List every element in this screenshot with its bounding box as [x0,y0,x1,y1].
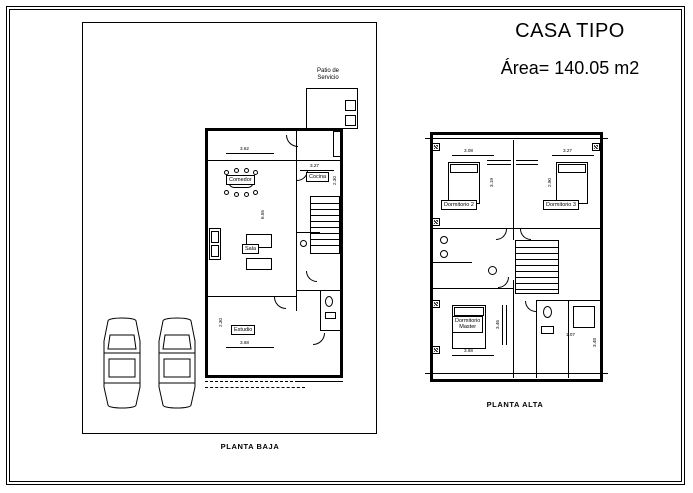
sink-ground [325,312,336,319]
bed-headboard [454,307,484,316]
dim-3-08: 3.08 [464,148,473,153]
upper-eave-line-bottom [425,373,608,374]
dim-3-27-dorm3: 3.27 [563,148,572,153]
sink-master-bath [541,326,554,334]
sofa-cushion [211,245,219,257]
dim-3-27: 3.27 [310,163,319,168]
toilet-master-bath [543,306,552,318]
dining-chair [244,192,249,197]
room-label-estudio: Estudio [231,325,255,335]
car-icon [155,315,199,410]
bed-headboard [558,164,586,173]
car-icon [100,315,144,410]
room-label-patio-line2: Servicio [317,74,339,81]
closet-dorm2-line [487,164,511,165]
dim-line-dorm2 [452,155,494,156]
upper-wall-bath-divider [568,300,569,378]
wall-bottom-exterior [205,375,343,378]
closet-dorm3 [516,160,538,161]
dining-chair [253,190,258,195]
room-label-dormitorio-2: Dormitorio 2 [441,200,477,210]
dim-line-master [452,355,494,356]
dining-chair [234,192,239,197]
upper-wall-left [430,132,433,382]
shower-upper [573,306,595,328]
upper-wall-top [430,132,603,135]
kitchen-sink [345,100,356,111]
column-marker [432,346,440,354]
dim-3-68-estudio: 3.68 [240,340,249,345]
plan-label-planta-baja: PLANTA BAJA [220,442,280,451]
dim-3-68-master: 3.68 [464,348,473,353]
upper-wall-bath-left [536,300,537,378]
lavatory-ground [300,240,307,247]
dim-3-46: 3.46 [494,320,500,329]
room-label-patio-line1: Patio de [316,68,340,74]
upper-wall-mid-vertical [513,140,514,240]
lavatory-upper [440,236,448,244]
dining-chair [244,168,249,173]
dim-line-estudio [226,347,274,348]
closet-master-line [506,305,507,345]
dim-3-48: 3.48 [591,338,597,347]
column-marker [432,218,440,226]
column-marker [592,143,600,151]
upper-wall-master-top [432,288,513,289]
wall-comedor-top [205,160,297,161]
dim-3-62: 3.62 [240,146,249,151]
column-marker [432,300,440,308]
upper-wall-hall [432,262,472,263]
dim-line-comedor [226,153,274,154]
patio-edge [306,128,307,129]
dim-line-dorm3 [552,155,594,156]
upper-wall-right [600,132,603,382]
toilet-upper [440,250,448,258]
upper-eave-line [425,138,608,139]
patio-top-wall [306,88,358,89]
area-label: Área= 140.05 m2 [500,58,640,78]
wall-top-exterior [205,128,343,131]
sink-hall [488,266,497,275]
dim-3-19: 3.19 [488,178,494,187]
wall-interior-vertical-mid [296,131,297,311]
dining-chair [224,190,229,195]
staircase-ground [310,196,340,254]
patio-left-wall [306,88,307,128]
kitchen-stove [345,115,356,126]
plan-label-planta-alta: PLANTA ALTA [486,400,544,409]
room-label-master-line2: Master [459,324,477,331]
closet-master [502,305,503,345]
dim-line-cocina [300,170,334,171]
sofa-cushion [211,231,219,243]
dim-2-30-estudio: 2.30 [217,318,223,327]
dining-chair [234,168,239,173]
room-label-master-line1: Dormitorio [455,318,481,324]
dim-6-55: 6.55 [259,210,265,219]
wall-bath-bottom [320,330,343,331]
page-title: CASA TIPO [515,20,625,42]
patio-right-wall [357,88,358,128]
wall-cocina-top [296,160,343,161]
room-label-cocina: Cocina [306,172,329,182]
room-label-dormitorio-3: Dormitorio 3 [543,200,579,210]
kitchen-counter [333,131,341,157]
porch-line [298,381,343,382]
bed-headboard [450,164,478,173]
dim-2-30-cocina: 2.30 [331,176,337,185]
walkway-dashed [205,387,305,388]
room-label-sala: Sala [242,244,259,254]
staircase-upper [515,240,559,294]
patio-bottom-wall [340,128,358,129]
dim-1-07: 1.07 [566,332,575,337]
wall-left-exterior [205,128,208,378]
dim-2-90: 2.90 [546,178,552,187]
wall-right-exterior [340,128,343,378]
wall-bath-divider [320,290,321,330]
upper-wall-bottom [430,379,603,382]
closet-dorm2 [487,160,511,161]
sofa-bottom [246,258,272,270]
toilet-ground [325,296,333,307]
room-label-comedor: Comedor [226,175,255,185]
column-marker [432,143,440,151]
closet-dorm3-line [516,164,538,165]
room-label-dormitorio-master [452,316,483,333]
upper-wall-mid-vertical-lower [513,280,514,378]
